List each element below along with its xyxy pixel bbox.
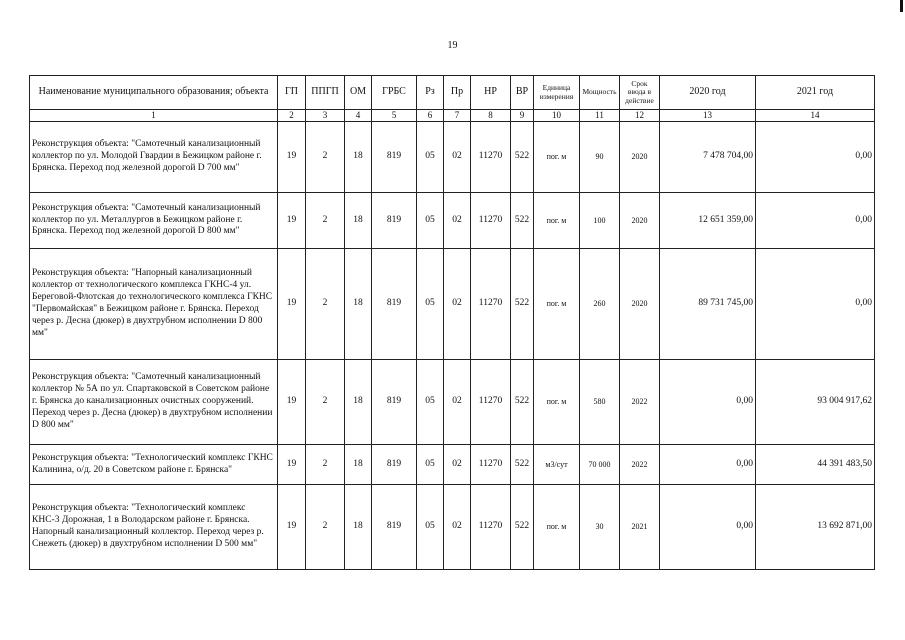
commission-year-cell: 2020 [620,122,660,193]
column-number: 7 [444,110,471,122]
header-row [30,76,875,110]
commission-year-cell: 2020 [620,249,660,360]
header-cell: Рз [417,76,444,110]
budget-table [29,75,875,570]
grbs-cell: 819 [372,445,417,485]
amount-2020-cell: 7 478 704,00 [660,122,756,193]
table-row [30,485,875,570]
gp-cell: 19 [278,485,306,570]
table-row [30,360,875,445]
column-number: 12 [620,110,660,122]
unit-cell: пог. м [534,485,580,570]
column-number: 11 [580,110,620,122]
table-row [30,445,875,485]
grbs-cell: 819 [372,249,417,360]
column-number: 8 [471,110,511,122]
capacity-cell: 90 [580,122,620,193]
table-row [30,122,875,193]
header-cell: Срок ввода в действие [620,76,660,110]
column-number-row [30,110,875,122]
table-row [30,249,875,360]
commission-year-cell: 2022 [620,360,660,445]
gp-cell: 19 [278,360,306,445]
rz-cell: 05 [417,249,444,360]
vr-cell: 522 [511,360,534,445]
header-cell: ППГП [306,76,345,110]
gp-cell: 19 [278,193,306,249]
gp-cell: 19 [278,445,306,485]
unit-cell: пог. м [534,249,580,360]
page-number: 19 [447,40,458,51]
om-cell: 18 [345,122,372,193]
header-cell: 2021 год [756,76,875,110]
header-cell: 2020 год [660,76,756,110]
header-cell: ГРБС [372,76,417,110]
vr-cell: 522 [511,249,534,360]
vr-cell: 522 [511,193,534,249]
rz-cell: 05 [417,360,444,445]
pr-cell: 02 [444,360,471,445]
column-number: 13 [660,110,756,122]
amount-2021-cell: 0,00 [756,249,875,360]
commission-year-cell: 2022 [620,445,660,485]
amount-2020-cell: 0,00 [660,485,756,570]
grbs-cell: 819 [372,193,417,249]
rz-cell: 05 [417,445,444,485]
pr-cell: 02 [444,122,471,193]
header-cell: НР [471,76,511,110]
nr-cell: 11270 [471,122,511,193]
om-cell: 18 [345,193,372,249]
column-number: 6 [417,110,444,122]
nr-cell: 11270 [471,485,511,570]
amount-2020-cell: 89 731 745,00 [660,249,756,360]
pr-cell: 02 [444,445,471,485]
object-name-cell: Реконструкция объекта: "Самотечный канализационный коллектор по ул. Металлургов в Бежицком районе г. Брянска. Переход под железной дорогой D 800 мм" [30,193,278,249]
ppgp-cell: 2 [306,249,345,360]
nr-cell: 11270 [471,360,511,445]
table-row [30,193,875,249]
ppgp-cell: 2 [306,445,345,485]
pr-cell: 02 [444,249,471,360]
amount-2021-cell: 0,00 [756,193,875,249]
amount-2021-cell: 44 391 483,50 [756,445,875,485]
header-cell: Единица измерения [534,76,580,110]
ppgp-cell: 2 [306,193,345,249]
header-cell: ГП [278,76,306,110]
pr-cell: 02 [444,485,471,570]
column-number: 3 [306,110,345,122]
capacity-cell: 260 [580,249,620,360]
gp-cell: 19 [278,249,306,360]
amount-2021-cell: 0,00 [756,122,875,193]
amount-2020-cell: 12 651 359,00 [660,193,756,249]
object-name-cell: Реконструкция объекта: "Технологический комплекс ГКНС Калинина, о/д. 20 в Советском районе г. Брянска" [30,445,278,485]
header-cell: Наименование муниципального образования; объекта [30,76,278,110]
nr-cell: 11270 [471,193,511,249]
capacity-cell: 580 [580,360,620,445]
grbs-cell: 819 [372,122,417,193]
object-name-cell: Реконструкция объекта: "Самотечный канализационный коллектор № 5А по ул. Спартаковской в Советском районе г. Брянска до канализационных очистных сооружений. Переход через р. Десна (дюкер) в двухтрубном исполнении D 800 мм" [30,360,278,445]
amount-2021-cell: 13 692 871,00 [756,485,875,570]
unit-cell: пог. м [534,360,580,445]
om-cell: 18 [345,360,372,445]
unit-cell: м3/сут [534,445,580,485]
column-number: 1 [30,110,278,122]
column-number: 9 [511,110,534,122]
column-number: 10 [534,110,580,122]
ppgp-cell: 2 [306,360,345,445]
column-number: 4 [345,110,372,122]
vr-cell: 522 [511,445,534,485]
om-cell: 18 [345,249,372,360]
unit-cell: пог. м [534,193,580,249]
capacity-cell: 70 000 [580,445,620,485]
amount-2021-cell: 93 004 917,62 [756,360,875,445]
rz-cell: 05 [417,485,444,570]
om-cell: 18 [345,485,372,570]
ppgp-cell: 2 [306,485,345,570]
om-cell: 18 [345,445,372,485]
amount-2020-cell: 0,00 [660,360,756,445]
capacity-cell: 30 [580,485,620,570]
vr-cell: 522 [511,485,534,570]
capacity-cell: 100 [580,193,620,249]
object-name-cell: Реконструкция объекта: "Напорный канализационный коллектор от технологического комплекса ГКНС-4 ул. Береговой-Флотская до технологического комплекса ГКНС "Первомайская" в Бежицком районе г. Брянска. Переход через р. Десна (дюкер) в двухтрубном исполнении D 800 мм" [30,249,278,360]
commission-year-cell: 2020 [620,193,660,249]
grbs-cell: 819 [372,485,417,570]
nr-cell: 11270 [471,445,511,485]
column-number: 5 [372,110,417,122]
object-name-cell: Реконструкция объекта: "Технологический комплекс КНС-3 Дорожная, 1 в Володарском районе г. Брянска. Напорный канализационный коллектор. Переход через р. Снежеть (дюкер) в двухтрубном исполнении D 500 мм" [30,485,278,570]
header-cell: Пр [444,76,471,110]
grbs-cell: 819 [372,360,417,445]
ppgp-cell: 2 [306,122,345,193]
header-cell: ОМ [345,76,372,110]
commission-year-cell: 2021 [620,485,660,570]
vr-cell: 522 [511,122,534,193]
unit-cell: пог. м [534,122,580,193]
header-cell: ВР [511,76,534,110]
column-number: 14 [756,110,875,122]
scan-edge-mark [900,0,903,12]
amount-2020-cell: 0,00 [660,445,756,485]
object-name-cell: Реконструкция объекта: "Самотечный канализационный коллектор по ул. Молодой Гвардии в Бежицком районе г. Брянска. Переход под железной дорогой D 700 мм" [30,122,278,193]
column-number: 2 [278,110,306,122]
gp-cell: 19 [278,122,306,193]
header-cell: Мощность [580,76,620,110]
nr-cell: 11270 [471,249,511,360]
rz-cell: 05 [417,122,444,193]
pr-cell: 02 [444,193,471,249]
rz-cell: 05 [417,193,444,249]
